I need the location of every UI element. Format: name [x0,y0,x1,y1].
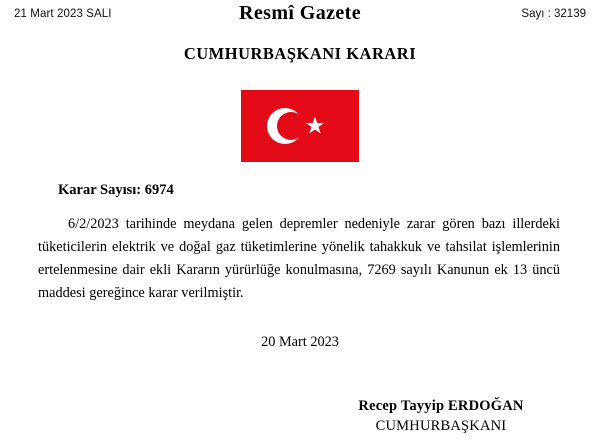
star-icon [305,116,325,136]
signatory-title: CUMHURBAŞKANI [375,418,507,434]
masthead-title: Resmî Gazete [239,2,361,24]
document-title: CUMHURBAŞKANI KARARI [183,44,417,63]
turkish-flag-icon [241,90,359,162]
decision-body-text: 6/2/2023 tarihinde meydana gelen depremler nedeniyle zarar gören bazı illerdeki tüketicilerin elektrik ve doğal gaz tüketimlerine yönelik tahakkuk ve tahsilat işlemlerinin ertelenmesine dair ekli Kararın yürürlüğe konulmasına, 7269 sayılı Kanunun ek 13 üncü maddesi gereğince karar verilmiştir. [38,216,560,302]
decision-number: Karar Sayısı: 6974 [58,182,174,198]
flag-container [0,90,600,162]
masthead [0,0,600,30]
signatory-name: Recep Tayyip ERDOĞAN [358,398,524,414]
document-content [0,182,600,351]
masthead-date: 21 Mart 2023 SALI [14,8,112,20]
signature-block [326,398,556,435]
crescent-inner-shape [277,112,305,140]
decision-date: 20 Mart 2023 [261,333,339,350]
masthead-issue-number: Sayı : 32139 [521,8,586,20]
